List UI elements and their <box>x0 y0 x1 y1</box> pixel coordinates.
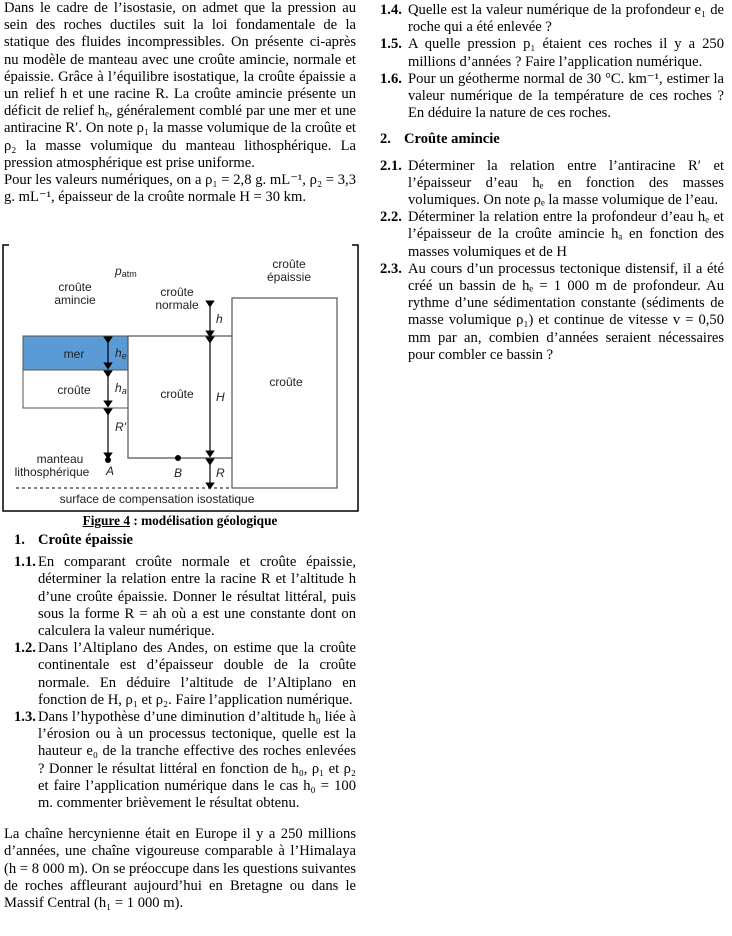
label-R: R <box>216 466 225 480</box>
label-ha: ha <box>115 381 127 396</box>
intro-paragraph: Dans le cadre de l’isostasie, on admet que la pression au sein des roches ductiles suit la loi fondamentale de la statique des fluides incompressibles. On présente ci-après nu modèle de manteau avec une croûte amincie, normale et épaissie. Grâce à l’équilibre isostatique, la croûte épaissie a un relief h et une racine R. La croûte amincie présente un déficit de relief hₑ, généralement comblé par une mer et une antiracine R′. On note ρ₁ la masse volumique de la croûte et ρ₂ la masse volumique du manteau lithosphérique. La pression atmosphérique est prise uniforme. <box>4 0 356 171</box>
patm-label: patm <box>115 264 137 279</box>
numerical-values-paragraph: Pour les valeurs numériques, on a ρ₁ = 2,8 g. mL⁻¹, ρ₂ = 3,3 g. mL⁻¹, épaisseur de la croûte normale H = 30 km. <box>4 172 356 206</box>
label-R-prime: R' <box>115 420 126 434</box>
label-croute-epaissie: croûte <box>272 257 306 271</box>
figure-caption: Figure 4 : modélisation géologique <box>82 513 278 528</box>
label-lithospherique: lithosphérique <box>14 465 90 479</box>
question-2-2: 2.2. Déterminer la relation entre la profondeur d’eau hₑ et l’épaisseur de la croûte amincie hₐ en fonction des masses volumiques et de H <box>380 209 724 260</box>
label-amincie: amincie <box>54 293 96 307</box>
point-b <box>175 455 181 461</box>
label-H: H <box>216 390 225 404</box>
label-B: B <box>174 466 183 480</box>
thickened-crust-block <box>232 298 337 488</box>
figure-geological-model <box>2 244 358 512</box>
label-normal-crust: croûte <box>160 387 194 401</box>
right-column <box>380 2 724 364</box>
hercynian-context: La chaîne hercynienne était en Europe il y a 250 millions d’années, une chaîne vigoureuse comparable à l’Himalaya (h = 8 000 m). On se préoccupe dans les questions suivantes de roches affleurant aujourd’hui en Bretagne ou dans le Massif Central (h₁ = 1 000 m). <box>4 826 356 912</box>
label-croute-normale: croûte <box>160 285 194 299</box>
label-mer: mer <box>63 347 85 361</box>
label-A: A <box>106 464 115 478</box>
question-1-4: 1.4. Quelle est la valeur numérique de la profondeur e₁ de roche qui a été enlevée ? <box>380 2 724 36</box>
label-compensation-surface: surface de compensation isostatique <box>59 492 255 506</box>
section-1-heading: 1. Croûte épaissie <box>14 532 133 548</box>
question-1-1: 1.1. En comparant croûte normale et croûte épaissie, déterminer la relation entre la racine R et l’altitude h d’une croûte épaissie. Donner le résultat littéral, puis sous la forme R = ah où a est une constante dont on calculera la valeur numérique. <box>14 554 356 640</box>
label-h: h <box>216 312 223 326</box>
label-thickened-crust: croûte <box>269 375 303 389</box>
left-column <box>4 0 356 206</box>
label-normale: normale <box>155 298 199 312</box>
question-1-5: 1.5. A quelle pression p₁ étaient ces roches il y a 250 millions d’années ? Faire l’application numérique. <box>380 36 724 70</box>
question-1-3: 1.3. Dans l’hypothèse d’une diminution d’altitude h₀ liée à l’érosion ou à un processus tectonique, quelle est la hauteur e₀ de la tranche effective des roches enlevées ? Donner le résultat littéral en fonction de h₀, ρ₁ et ρ₂ et faire l’application numérique dans le cas h₀ = 100 m. commenter brièvement le résultat obtenu. <box>14 709 356 812</box>
section-2-heading: 2. Croûte amincie <box>380 131 500 148</box>
point-a <box>105 457 111 463</box>
question-2-1: 2.1. Déterminer la relation entre l’antiracine R′ et l’épaisseur d’eau hₑ en fonction des masses volumiques. On note ρₑ la masse volumique de l’eau. <box>380 157 724 209</box>
label-epaissie: épaissie <box>266 270 312 284</box>
section-1-block <box>4 532 356 912</box>
label-croute-amincie: croûte <box>58 280 92 294</box>
label-manteau: manteau <box>36 452 84 466</box>
question-1-6: 1.6. Pour un géotherme normal de 30 °C. km⁻¹, estimer la valeur numérique de la température de ces roches ? En déduire la nature de ces roches. <box>380 70 724 122</box>
question-1-2: 1.2. Dans l’Altiplano des Andes, on estime que la croûte continentale est d’épaisseur double de la croûte normale. En déduire l’altitude de l’Altiplano en fonction de H, ρ₁ et ρ₂. Faire l’application numérique. <box>14 640 356 708</box>
question-2-3: 2.3. Au cours d’un processus tectonique distensif, il a été créé un bassin de hₑ = 1 000 m de profondeur. Au rythme d’une sédimentation constante (sédiments de masse volumique ρ₁) et continue de vitesse v = 0,50 mm par an, combien d’années seraient nécessaires pour combler ce bassin ? <box>380 260 724 363</box>
label-he: he <box>115 346 127 361</box>
label-thinned-crust: croûte <box>57 383 91 397</box>
